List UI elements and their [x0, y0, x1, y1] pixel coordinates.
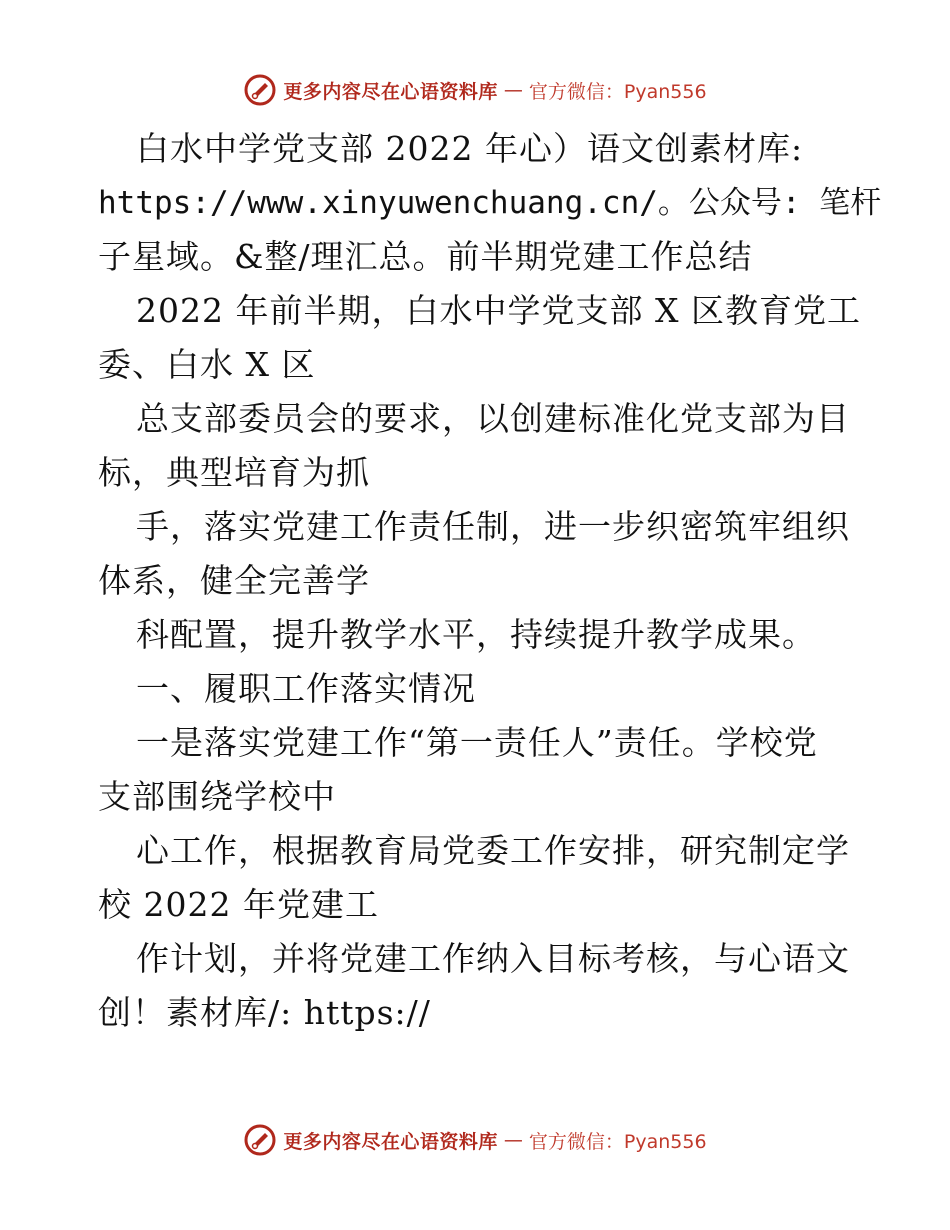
text-line-14: 心工作，根据教育局党委工作安排，研究制定学 [136, 831, 850, 870]
text-line-2: https://www.xinyuwenchuang.cn/。公众号: 笔杆 [98, 185, 882, 221]
banner-separator: — [503, 79, 523, 101]
text-line-7: 标，典型培育为抓 [98, 453, 370, 492]
banner-separator: — [503, 1129, 523, 1151]
logo-icon [243, 73, 277, 107]
text-line-17: 创！素材库/: https:// [98, 993, 431, 1032]
section-heading: 一、履职工作落实情况 [136, 669, 476, 708]
text-line-8: 手，落实党建工作责任制，进一步织密筑牢组织 [136, 507, 850, 546]
text-line-16: 作计划，并将党建工作纳入目标考核，与心语文 [136, 939, 850, 978]
text-line-1: 白水中学党支部 2022 年心）语文创素材库: [136, 129, 804, 168]
text-line-5: 委、白水 X 区 [98, 345, 316, 384]
text-line-13: 支部围绕学校中 [98, 777, 336, 816]
text-line-12: 一是落实党建工作“第一责任人”责任。学校党 [136, 723, 818, 762]
text-line-9: 体系，健全完善学 [98, 561, 370, 600]
logo-icon [243, 1123, 277, 1157]
text-line-3: 子星域。&整/理汇总。前半期党建工作总结 [98, 237, 753, 276]
banner-text: 更多内容尽在心语资料库 [283, 1130, 498, 1153]
header-watermark-banner [0, 70, 950, 110]
footer-watermark-banner [0, 1120, 950, 1160]
banner-wechat: 官方微信：Pyan556 [528, 1130, 707, 1153]
text-line-15: 校 2022 年党建工 [98, 885, 379, 924]
document-body [98, 122, 882, 1040]
banner-wechat: 官方微信：Pyan556 [528, 80, 707, 103]
banner-text: 更多内容尽在心语资料库 [283, 80, 498, 103]
text-line-10: 科配置，提升教学水平，持续提升教学成果。 [136, 615, 816, 654]
text-line-6: 总支部委员会的要求，以创建标准化党支部为目 [136, 399, 850, 438]
text-line-4: 2022 年前半期，白水中学党支部 X 区教育党工 [136, 291, 861, 330]
